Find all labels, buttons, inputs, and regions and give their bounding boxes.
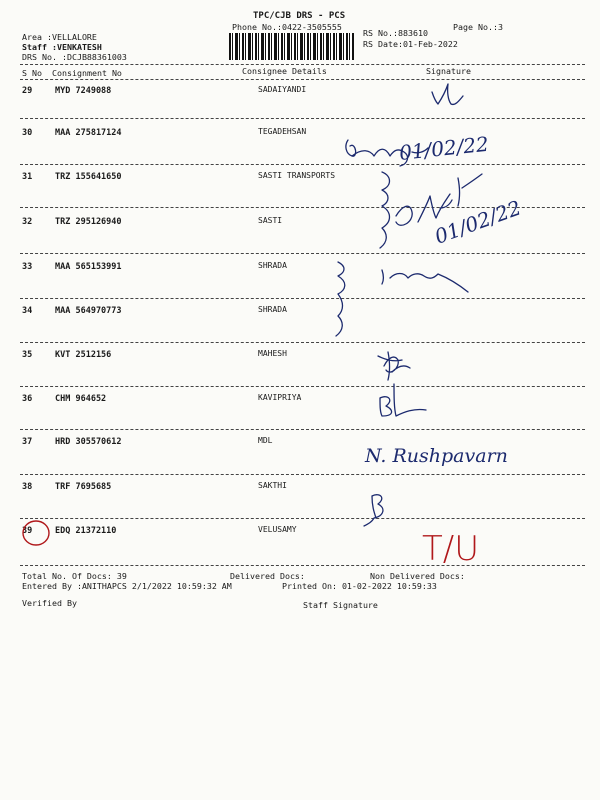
staff-label: Staff :VENKATESH [22,42,102,52]
total-docs: Total No. Of Docs: 39 [22,571,127,581]
row-consignment: MAA 564970773 [55,306,122,316]
row-sno: 35 [22,350,33,360]
rs-number: RS No.:883610 [363,28,428,38]
signature-row-36 [380,384,426,416]
row-consignment: TRZ 295126940 [55,217,122,227]
row-consignment: TRZ 155641650 [55,172,122,182]
row-consignment: HRD 305570612 [55,437,122,447]
signature-row-29 [432,84,463,104]
printed-on: Printed On: 01-02-2022 10:59:33 [282,581,437,591]
row-consignment: TRF 7695685 [55,482,112,492]
row-sno: 34 [22,306,33,316]
row-sno: 31 [22,172,33,182]
row-consignee: SHRADA [258,305,287,314]
row-consignment: EDQ 21372110 [55,526,117,536]
row-consignment: MYD 7249088 [55,86,112,96]
red-circle-row-39 [23,521,49,545]
signature-row-35 [378,352,410,380]
row-sno: 33 [22,262,33,272]
row-consignment: MAA 275817124 [55,128,122,138]
row-sno: 32 [22,217,33,227]
row-consignment: KVT 2512156 [55,350,112,360]
signature-row-38 [364,495,383,526]
row-sno: 36 [22,394,33,404]
row-consignee: MDL [258,436,273,445]
handwritten-name-row-37: N. Rushpavarn [365,445,508,467]
column-sno: S No [22,68,42,78]
signature-row-33-34 [336,262,468,336]
verified-by: Verified By [22,598,77,608]
rs-date: RS Date:01-Feb-2022 [363,39,458,49]
entered-by: Entered By :ANITHAPCS 2/1/2022 10:59:32 AM [22,581,232,591]
staff-signature: Staff Signature [303,600,378,610]
row-consignee: MAHESH [258,349,287,358]
row-consignee: KAVIPRIYA [258,393,302,402]
drs-number: DRS No. :DCJB88361003 [22,52,127,62]
area-label: Area :VELLALORE [22,32,97,42]
column-consignee: Consignee Details [242,66,327,76]
row-consignee: VELUSAMY [258,525,297,534]
row-sno: 30 [22,128,33,138]
non-delivered-docs: Non Delivered Docs: [370,571,465,581]
delivered-docs: Delivered Docs: [230,571,305,581]
phone-number: Phone No.:0422-3505555 [232,22,342,32]
handwritten-date-row-30: 01/02/22 [398,131,490,165]
row-consignee: SADAIYANDI [258,85,307,94]
row-sno: 38 [22,482,33,492]
row-sno: 39 [22,526,33,536]
column-consignment: Consignment No [52,68,122,78]
row-consignee: SHRADA [258,261,287,270]
row-consignee: SASTI [258,216,283,225]
document-title: TPC/CJB DRS - PCS [253,11,346,21]
column-signature: Signature [426,66,471,76]
row-sno: 37 [22,437,33,447]
row-consignment: CHM 964652 [55,394,107,404]
row-consignee: SAKTHI [258,481,287,490]
page-number: Page No.:3 [453,22,503,32]
handwritten-date-row-32: 01/02/22 [431,195,525,249]
row-consignee: TEGADEHSAN [258,127,307,136]
row-sno: 29 [22,86,33,96]
row-consignee: SASTI TRANSPORTS [258,171,336,180]
row-consignment: MAA 565153991 [55,262,122,272]
red-mark-row-39: T/U [422,529,480,569]
